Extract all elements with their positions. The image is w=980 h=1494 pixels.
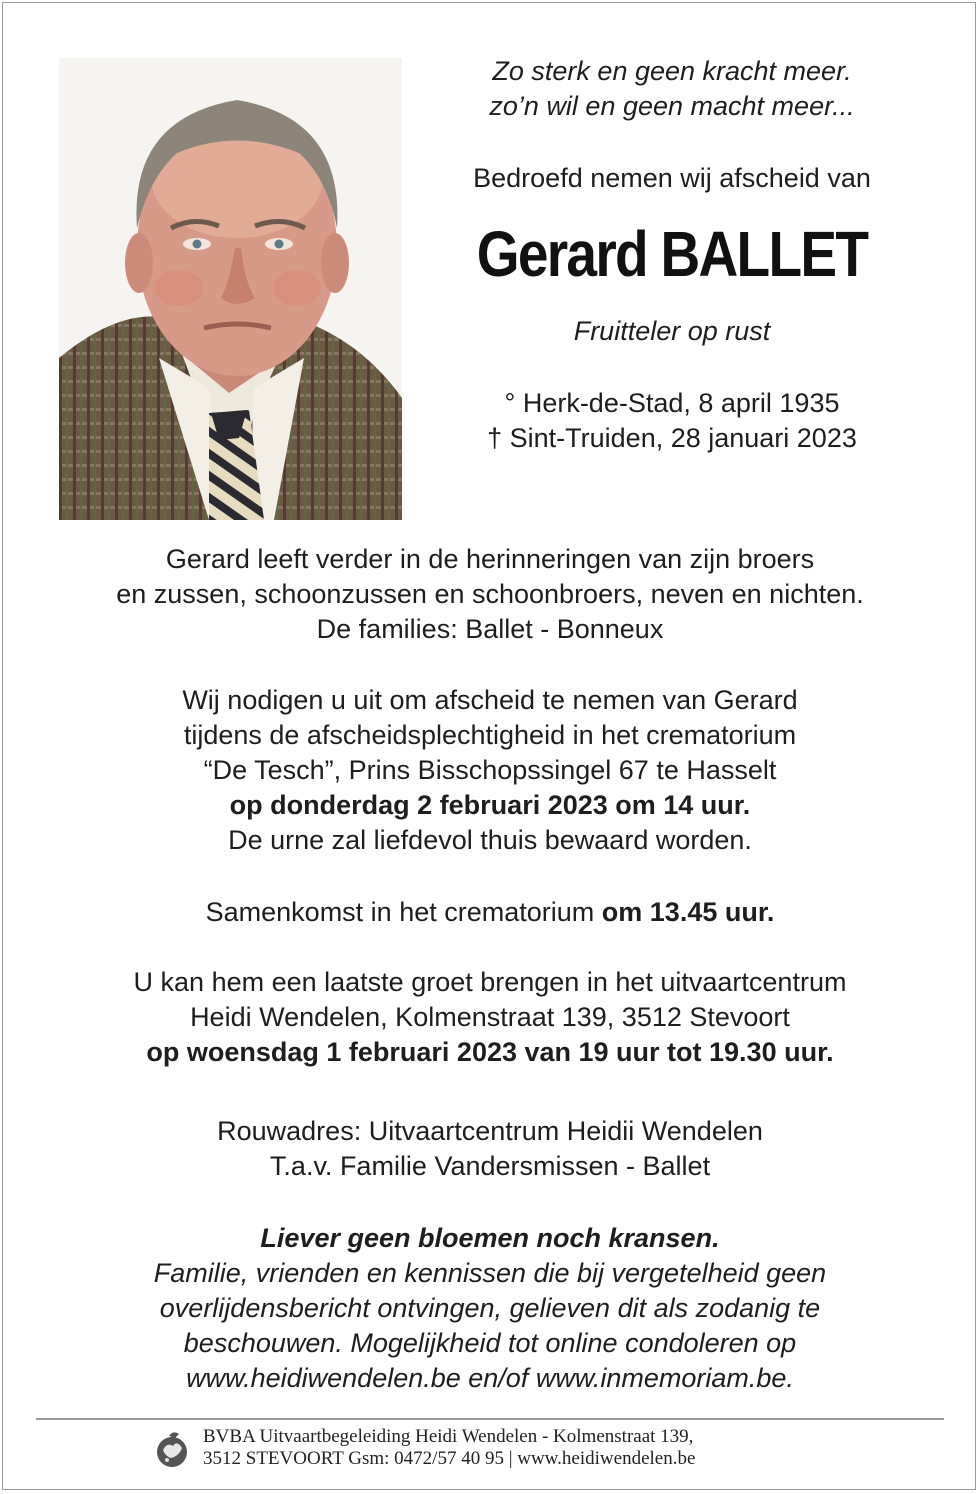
- globe-dove-logo-icon: [155, 1430, 189, 1468]
- gathering-paragraph: [40, 895, 940, 930]
- gathering-time: om 13.45 uur.: [601, 897, 775, 927]
- ceremony-datetime: op donderdag 2 februari 2023 om 14 uur.: [229, 790, 751, 820]
- notice-line: Familie, vrienden en kennissen die bij vergetelheid geen: [153, 1258, 827, 1288]
- portrait-photo: [59, 58, 402, 520]
- quote-line: zo’n wil en geen macht meer...: [489, 91, 855, 121]
- quote: [412, 54, 932, 124]
- address-paragraph: [40, 1114, 940, 1184]
- life-dates: [412, 386, 932, 456]
- address-line: Rouwadres: Uitvaartcentrum Heidii Wendelen: [217, 1116, 763, 1146]
- quote-line: Zo sterk en geen kracht meer.: [492, 56, 852, 86]
- birth-line: ° Herk-de-Stad, 8 april 1935: [504, 388, 840, 418]
- notice-line: www.heidiwendelen.be en/of www.inmemoriam.be.: [186, 1363, 794, 1393]
- visitation-datetime: op woensdag 1 februari 2023 van 19 uur tot 19.30 uur.: [146, 1037, 834, 1067]
- urn-note: De urne zal liefdevol thuis bewaard worden.: [228, 825, 752, 855]
- footer-divider: [36, 1418, 944, 1420]
- footer-text: [203, 1426, 695, 1470]
- notice-line: overlijdensbericht ontvingen, gelieven dit als zodanig te: [159, 1293, 821, 1323]
- visitation-line: U kan hem een laatste groet brengen in het uitvaartcentrum: [133, 967, 847, 997]
- ceremony-line: “De Tesch”, Prins Bisschopssingel 67 te Hasselt: [203, 755, 777, 785]
- notice-paragraph: [40, 1221, 940, 1396]
- death-line: † Sint-Truiden, 28 januari 2023: [487, 423, 857, 453]
- ceremony-paragraph: [40, 683, 940, 858]
- deceased-name: Gerard BALLET: [476, 218, 868, 290]
- footer-line: BVBA Uitvaartbegeleiding Heidi Wendelen - Kolmenstraat 139,: [203, 1426, 694, 1447]
- family-line: Gerard leeft verder in de herinneringen van zijn broers: [165, 544, 815, 574]
- visitation-paragraph: [40, 965, 940, 1070]
- notice-headline: Liever geen bloemen noch kransen.: [260, 1223, 720, 1253]
- notice-line: beschouwen. Mogelijkheid tot online condoleren op: [183, 1328, 797, 1358]
- profession: Fruitteler op rust: [573, 316, 771, 346]
- header-block: [412, 54, 932, 456]
- family-line: De families: Ballet - Bonneux: [316, 614, 664, 644]
- footer: [155, 1426, 855, 1476]
- gathering-text: Samenkomst in het crematorium: [205, 897, 595, 927]
- family-line: en zussen, schoonzussen en schoonbroers, neven en nichten.: [116, 579, 864, 609]
- intro-text: Bedroefd nemen wij afscheid van: [473, 163, 871, 193]
- ceremony-line: Wij nodigen u uit om afscheid te nemen van Gerard: [182, 685, 798, 715]
- ceremony-line: tijdens de afscheidsplechtigheid in het crematorium: [183, 720, 797, 750]
- footer-line: 3512 STEVOORT Gsm: 0472/57 40 95 | www.heidiwendelen.be: [203, 1448, 696, 1469]
- family-paragraph: [40, 542, 940, 647]
- address-line: T.a.v. Familie Vandersmissen - Ballet: [269, 1151, 711, 1181]
- visitation-line: Heidi Wendelen, Kolmenstraat 139, 3512 Stevoort: [190, 1002, 790, 1032]
